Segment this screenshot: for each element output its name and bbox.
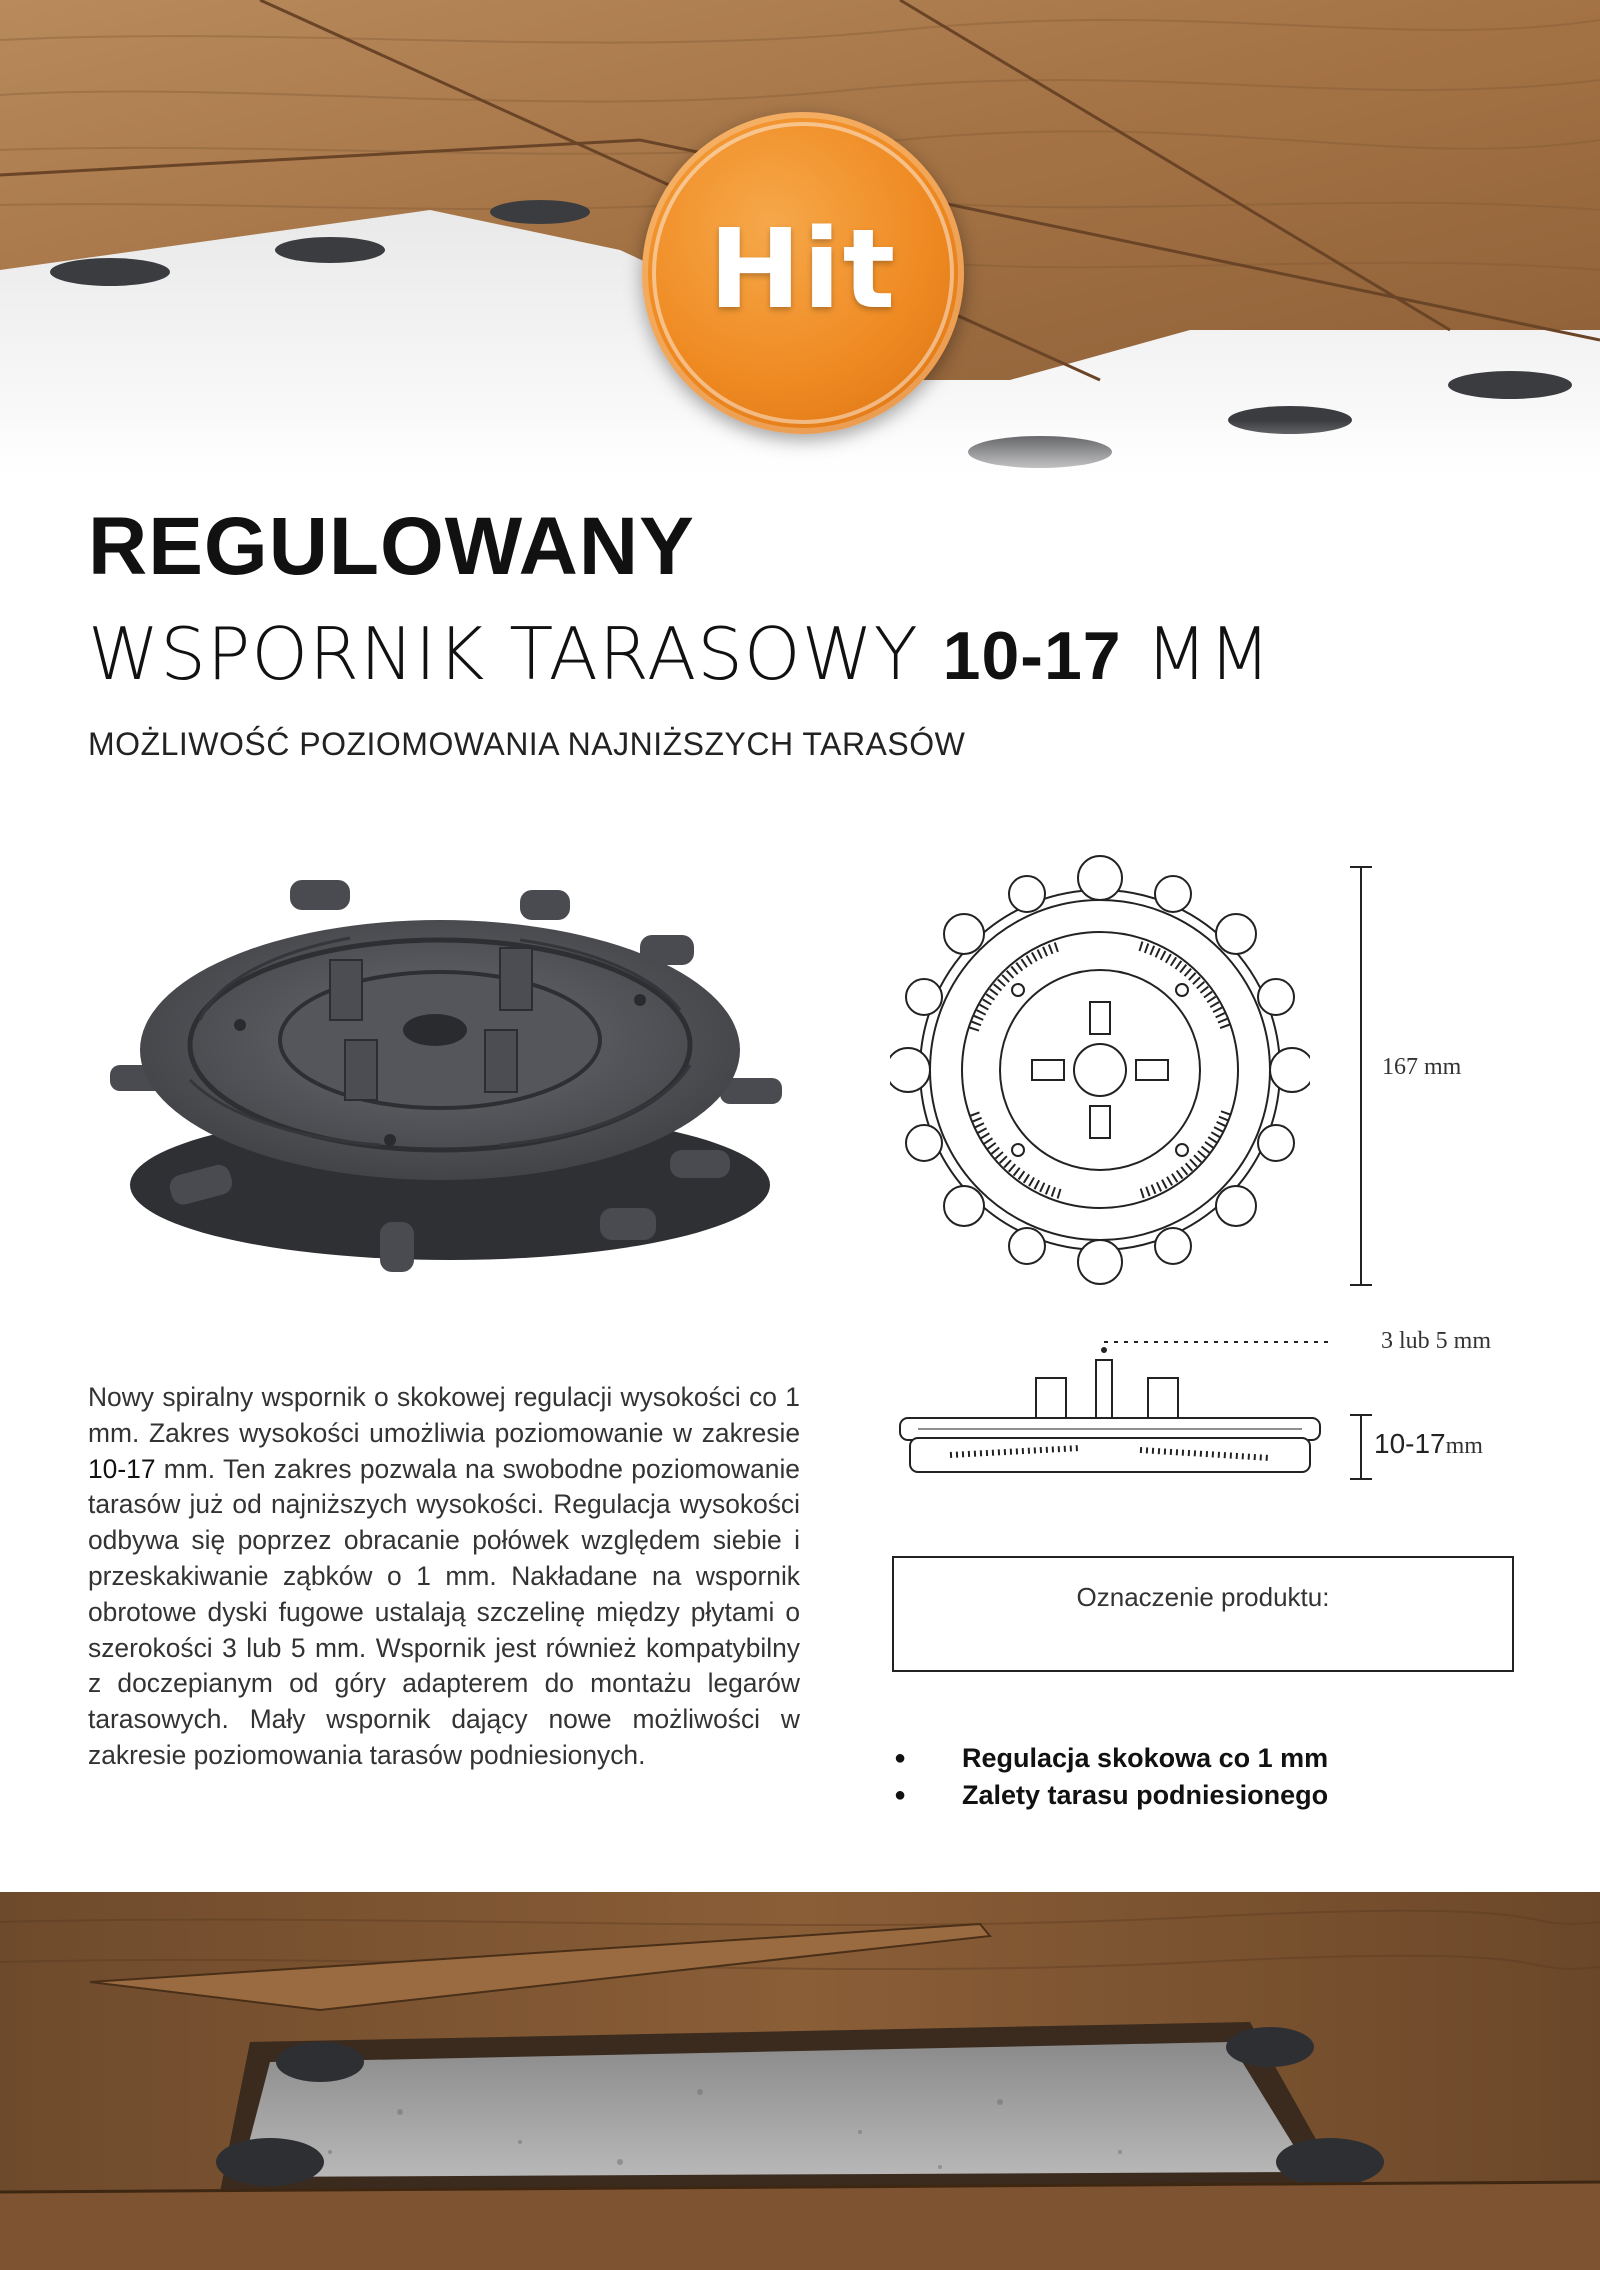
height-range: 10-17	[1374, 1428, 1446, 1459]
feature-item: ● Zalety tarasu podniesionego	[892, 1777, 1328, 1814]
title-line-2-text: WSPORNIK TARASOWY	[88, 612, 943, 696]
diameter-dimension-line	[1360, 866, 1362, 1286]
title-line-1: REGULOWANY	[88, 501, 695, 592]
description-part-2: mm. Ten zakres pozwala na swobodne poziomowanie tarasów już od najniższych wysokości. Regulacja wysokości odbywa się poprzez obracanie połówek względem siebie i przeskakiwanie ząbków o 1 mm. Nakładane na wspornik obrotowe dyski fugowe ustalają szczelinę między płytami o szerokości 3 lub 5 mm. Wspornik jest również kompatybilny z doczepianym od góry adapterem do montażu legarów tarasowych. Mały wspornik dający nowe możliwości w zakresie poziomowania tarasów podniesionych.	[88, 1453, 800, 1770]
hero-deck-image	[0, 0, 1600, 490]
title-line-2	[88, 612, 1272, 696]
gap-dimension-label: 3 lub 5 mm	[1381, 1328, 1492, 1354]
footer-deck-image	[0, 1892, 1600, 2270]
height-dimension-line	[1360, 1414, 1362, 1480]
hit-badge-label: Hit	[708, 205, 898, 333]
feature-item: ● Regulacja skokowa co 1 mm	[892, 1740, 1328, 1777]
product-marking-label: Oznaczenie produktu:	[1076, 1582, 1330, 1612]
height-unit: mm	[1445, 1433, 1483, 1459]
feature-list	[892, 1740, 1328, 1814]
top-view-drawing	[890, 850, 1310, 1290]
diameter-label: 167 mm	[1382, 1054, 1462, 1080]
side-view-drawing	[890, 1320, 1330, 1490]
subtitle: MOŻLIWOŚĆ POZIOMOWANIA NAJNIŻSZYCH TARASÓW	[88, 726, 966, 762]
title-line-2-unit: MM	[1121, 612, 1272, 696]
description-part-1: Nowy spiralny wspornik o skokowej regulacji wysokości co 1 mm. Zakres wysokości umożliwia poziomowanie w zakresie	[88, 1382, 800, 1448]
description-highlight: 10-17	[88, 1453, 156, 1484]
title-line-2-number: 10-17	[942, 618, 1122, 694]
product-description	[88, 1380, 800, 1774]
product-marking-box	[892, 1556, 1514, 1672]
product-3d-image	[80, 840, 820, 1280]
height-dimension-label	[1374, 1428, 1483, 1460]
hit-badge	[642, 112, 964, 434]
